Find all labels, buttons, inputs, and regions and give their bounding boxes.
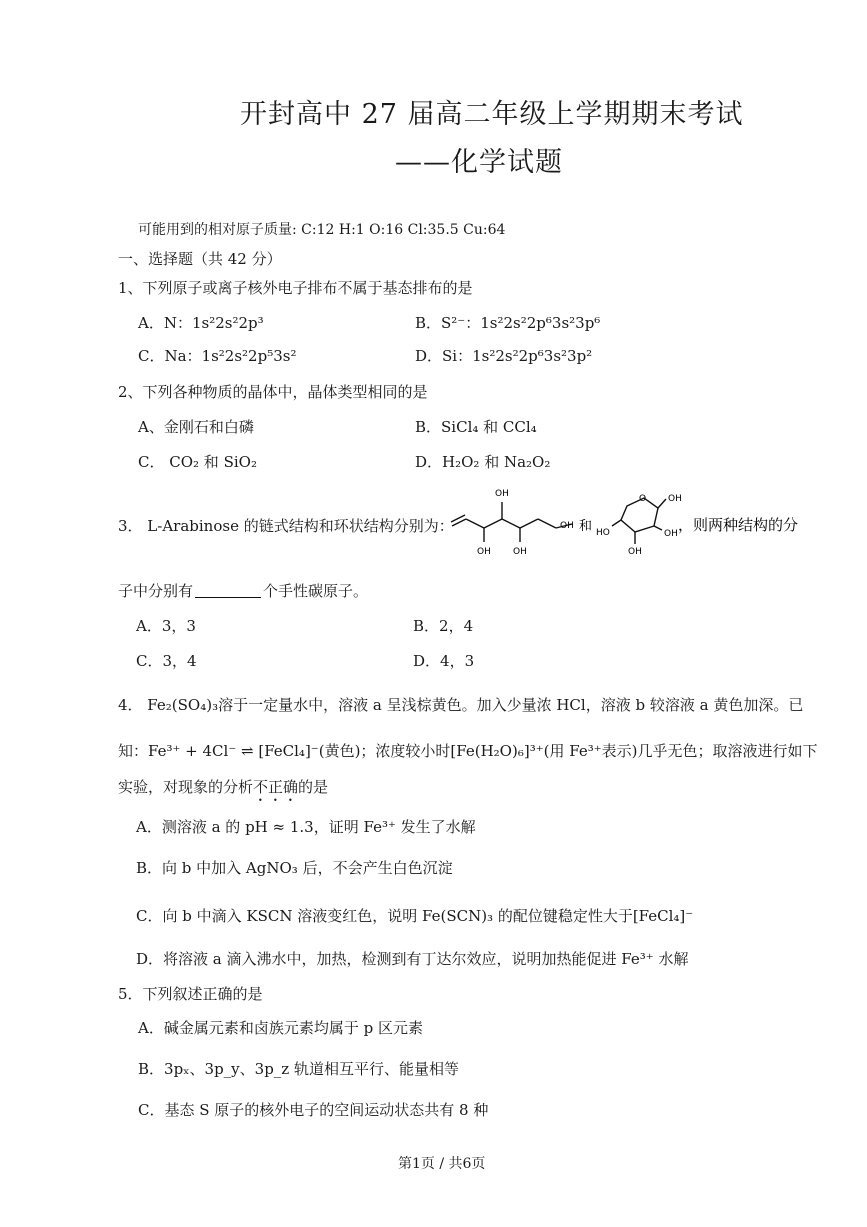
q1-option-a — [138, 312, 264, 333]
q3-stem-start: 3． L-Arabinose 的链式结构和环状结构分别为： — [118, 517, 454, 535]
q4-option-c: C．向 b 中滴入 KSCN 溶液变红色，说明 Fe(SCN)₃ 的配位键稳定性大于[FeCl₄]⁻ — [136, 907, 694, 925]
q5-stem: 5．下列叙述正确的是 — [118, 985, 263, 1003]
q2-option-d: D．H₂O₂ 和 Na₂O₂ — [415, 453, 551, 471]
q1-option-b-label: B．S²⁻： — [415, 314, 481, 332]
chain-oh-3: OH — [513, 547, 527, 557]
q5-option-a: A．碱金属元素和卤族元素均属于 p 区元素 — [138, 1019, 423, 1037]
q5-option-c: C．基态 S 原子的核外电子的空间运动状态共有 8 种 — [138, 1101, 489, 1119]
q3-stem-end: ，则两种结构的分 — [678, 516, 799, 534]
ring-oh-2: OH — [664, 529, 678, 539]
chain-oh-4: OH — [560, 521, 574, 531]
q3-option-c: C．3，4 — [136, 652, 197, 670]
q1-stem: 1、下列原子或离子核外电子排布不属于基态排布的是 — [118, 279, 473, 297]
ring-oh-1: OH — [668, 494, 682, 504]
ring-ho: HO — [596, 528, 610, 538]
q4-stem-line1: 4． Fe₂(SO₄)₃溶于一定量水中，溶液 a 呈浅棕黄色。加入少量浓 HCl，溶液 b 较溶液 a 黄色加深。已 — [118, 696, 804, 714]
q4-option-d: D．将溶液 a 滴入沸水中，加热，检测到有丁达尔效应，说明加热能促进 Fe³⁺ 水解 — [136, 950, 689, 968]
arabinose-ring-structure — [612, 498, 666, 544]
arabinose-chain-structure — [451, 502, 572, 542]
answer-blank — [195, 597, 261, 598]
q5-option-b: B．3pₓ、3p_y、3p_z 轨道相互平行、能量相等 — [138, 1060, 459, 1078]
q3-stem-line2 — [118, 580, 368, 601]
q1-option-b-config: 1s²2s²2p⁶3s²3p⁶ — [480, 314, 601, 332]
q1-option-b — [415, 312, 600, 333]
q4-emphasis-not-correct: 不正确 — [253, 778, 299, 796]
q3-option-b: B．2，4 — [413, 617, 474, 635]
q4-stem-line3 — [118, 776, 328, 805]
page-number: 第1页 / 共6页 — [398, 1156, 486, 1172]
q1-option-c-config: 1s²2s²2p⁵3s² — [201, 347, 297, 365]
q3-and-text: 和 — [579, 519, 593, 534]
q4-option-b: B．向 b 中加入 AgNO₃ 后，不会产生白色沉淀 — [136, 859, 453, 877]
q1-option-d-label: D．Si： — [415, 347, 473, 365]
q2-option-a: A、金刚石和白磷 — [138, 418, 254, 436]
q1-option-d-config: 1s²2s²2p⁶3s²3p² — [472, 347, 593, 365]
ring-oh-3: OH — [628, 547, 642, 557]
chain-oh-2: OH — [495, 489, 509, 499]
q1-option-c — [138, 345, 296, 366]
q4-stem-line3-c: 的是 — [298, 778, 329, 796]
q4-stem-line3-a: 实验，对现象的分析 — [118, 778, 254, 796]
arabinose-structures — [432, 484, 802, 564]
q1-option-d — [415, 345, 592, 366]
q4-option-a: A．测溶液 a 的 pH ≈ 1.3，证明 Fe³⁺ 发生了水解 — [136, 818, 476, 836]
q4-stem-line2: 知：Fe³⁺ + 4Cl⁻ ⇌ [FeCl₄]⁻(黄色)；浓度较小时[Fe(H₂O)₆]³⁺(用 Fe³⁺表示)几乎无色；取溶液进行如下 — [118, 742, 818, 760]
section-heading: 一、选择题（共 42 分） — [118, 250, 282, 268]
ring-oxygen: O — [639, 494, 647, 504]
atomic-mass-note: 可能用到的相对原子质量: C:12 H:1 O:16 Cl:35.5 Cu:64 — [138, 222, 506, 238]
q1-option-a-config: 1s²2s²2p³ — [191, 314, 264, 332]
q3-stem-line2-b: 个手性碳原子。 — [263, 582, 369, 600]
q1-option-c-label: C．Na： — [138, 347, 202, 365]
q3-option-d: D．4，3 — [413, 652, 475, 670]
q2-stem: 2、下列各种物质的晶体中，晶体类型相同的是 — [118, 383, 428, 401]
q1-option-a-label: A．N： — [138, 314, 192, 332]
exam-title: 开封高中 27 届高二年级上学期期末考试 — [240, 99, 744, 130]
chain-oh-1: OH — [477, 547, 491, 557]
exam-subtitle: ——化学试题 — [395, 147, 563, 178]
q2-option-b: B．SiCl₄ 和 CCl₄ — [415, 418, 537, 436]
q3-option-a: A．3，3 — [136, 617, 196, 635]
q3-stem-line2-a: 子中分别有 — [118, 582, 194, 600]
q2-option-c: C． CO₂ 和 SiO₂ — [138, 453, 257, 471]
